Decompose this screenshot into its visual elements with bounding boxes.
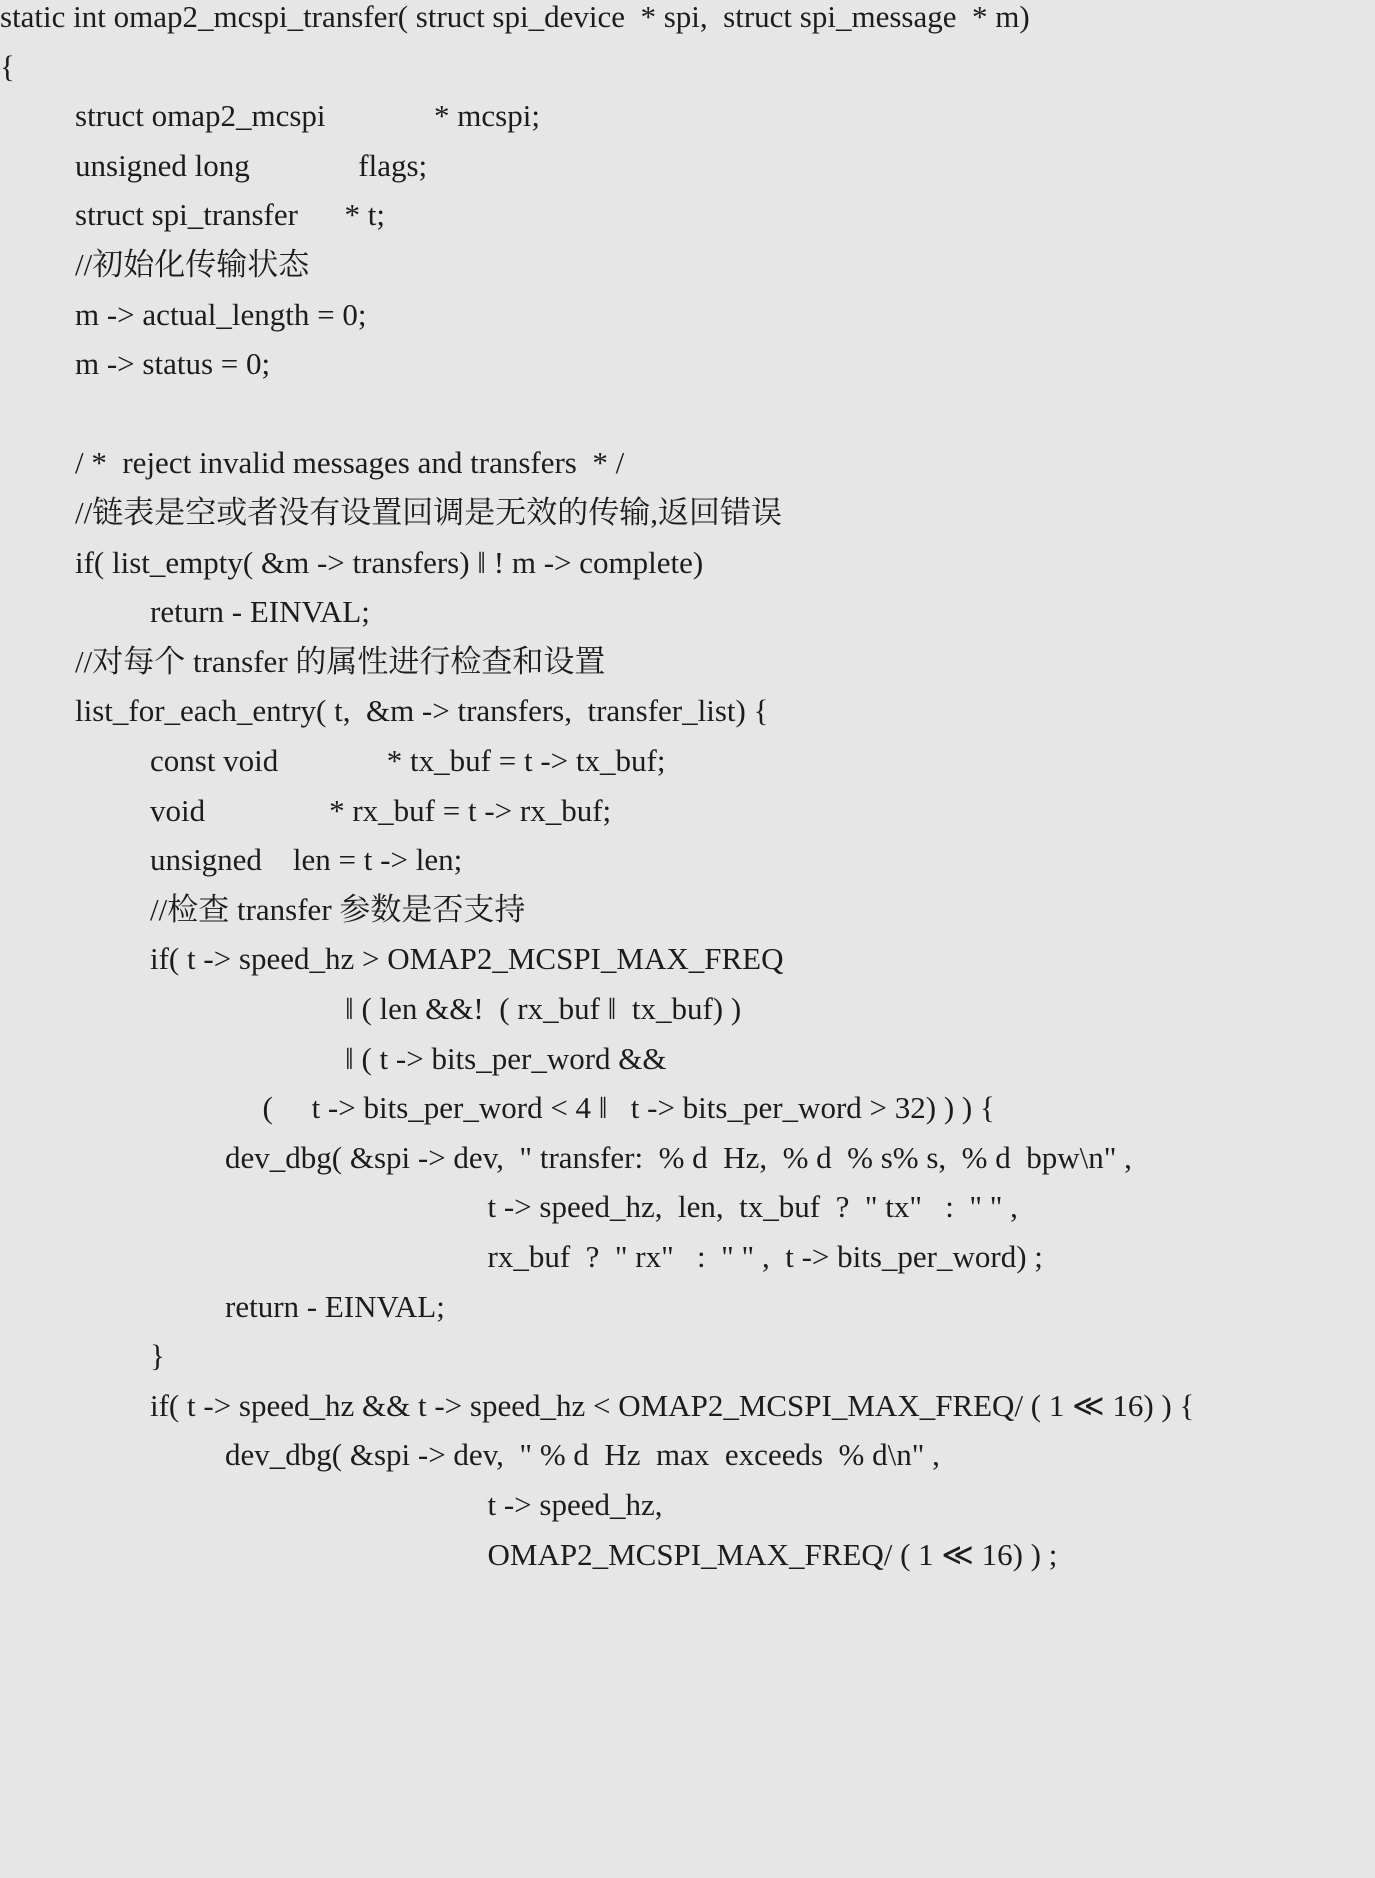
code-line: rx_buf ? " rx" : " " , t -> bits_per_word) ; [487,1239,1043,1274]
code-line: struct spi_transfer * t; [75,197,385,233]
code-line: list_for_each_entry( t, &m -> transfers, transfer_list) { [75,693,769,729]
code-line: return - EINVAL; [225,1288,445,1324]
code-line: { [0,48,15,84]
code-line: //对每个 transfer 的属性进行检查和设置 [75,643,606,679]
code-line: dev_dbg( &spi -> dev, " % d Hz max exceeds % d\n" , [225,1437,940,1473]
code-line: static int omap2_mcspi_transfer( struct spi_device * spi, struct spi_message * m) [0,0,1030,34]
code-line: if( t -> speed_hz && t -> speed_hz < OMAP2_MCSPI_MAX_FREQ/ ( 1 ≪ 16) ) { [150,1387,1195,1423]
code-line: unsigned long flags; [75,147,428,183]
code-line: void * rx_buf = t -> rx_buf; [150,792,612,828]
code-line: / * reject invalid messages and transfers * / [75,445,625,481]
code-line: if( t -> speed_hz > OMAP2_MCSPI_MAX_FREQ [150,941,784,977]
code-line: t -> speed_hz, [487,1487,663,1522]
code-line: dev_dbg( &spi -> dev, " transfer: % d Hz, % d % s% s, % d bpw\n" , [225,1139,1132,1175]
code-line: } [150,1338,165,1374]
code-line: struct omap2_mcspi * mcspi; [75,98,540,134]
code-line: const void * tx_buf = t -> tx_buf; [150,743,666,778]
code-line: m -> status = 0; [75,346,271,382]
code-line: OMAP2_MCSPI_MAX_FREQ/ ( 1 ≪ 16) ) ; [487,1536,1058,1572]
code-line: ‖ ( t -> bits_per_word && [345,1040,667,1076]
code-line: m -> actual_length = 0; [75,296,367,332]
code-line: return - EINVAL; [150,594,370,630]
code-line: ‖ ( len &&! ( rx_buf ‖ tx_buf) ) [345,991,742,1026]
code-line: //初始化传输状态 [75,247,310,282]
code-line: ( t -> bits_per_word < 4 ‖ t -> bits_per_word > 32) ) ) { [262,1090,995,1126]
code-line: //链表是空或者没有设置回调是无效的传输,返回错误 [75,495,782,530]
code-line: unsigned len = t -> len; [150,842,463,878]
code-line: //检查 transfer 参数是否支持 [150,891,526,927]
code-line: if( list_empty( &m -> transfers) ‖ ! m -> complete) [75,544,704,580]
code-line: t -> speed_hz, len, tx_buf ? " tx" : " " , [487,1189,1018,1225]
